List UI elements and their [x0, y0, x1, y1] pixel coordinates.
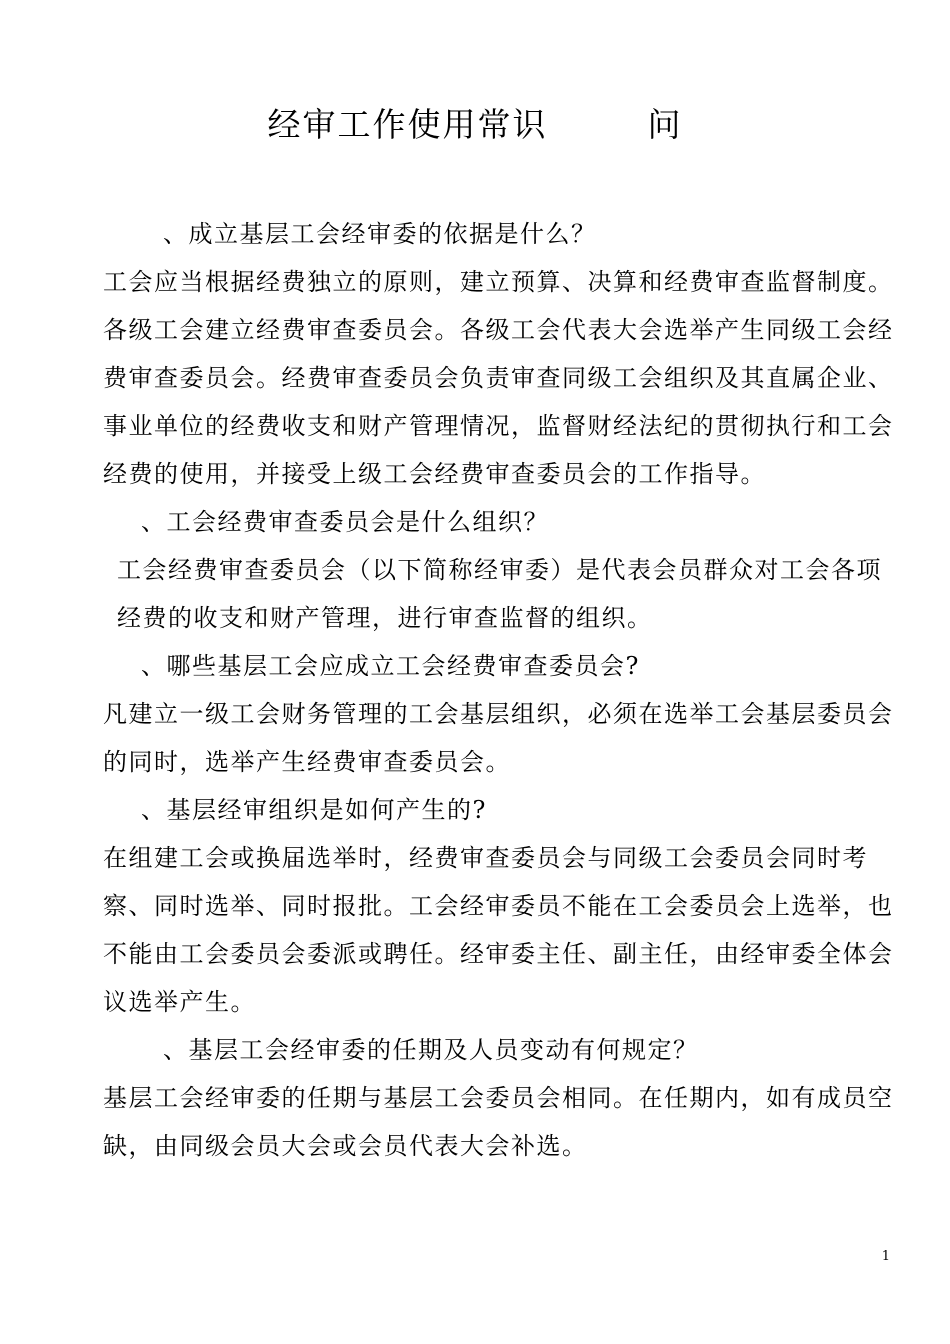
answer-4-line-1: 在组建工会或换届选举时，经费审查委员会与同级工会委员会同时考 [103, 844, 868, 872]
document-title: 经审工作使用常识 问 [267, 105, 683, 144]
question-3: 、哪些基层工会应成立工会经费审查委员会? [141, 652, 640, 680]
question-1: 、成立基层工会经审委的依据是什么？ [163, 220, 597, 248]
answer-2-line-2: 经费的收支和财产管理，进行审查监督的组织。 [117, 604, 653, 632]
answer-4-line-3: 不能由工会委员会委派或聘任。经审委主任、副主任，由经审委全体会 [103, 940, 894, 968]
answer-1-line-1: 工会应当根据经费独立的原则，建立预算、决算和经费审查监督制度。 [103, 268, 894, 296]
question-4: 、基层经审组织是如何产生的? [141, 796, 487, 824]
answer-1-line-2: 各级工会建立经费审查委员会。各级工会代表大会选举产生同级工会经 [103, 316, 894, 344]
answer-2-line-1: 工会经费审查委员会（以下简称经审委）是代表会员群众对工会各项 [117, 556, 882, 584]
answer-5-line-2: 缺，由同级会员大会或会员代表大会补选。 [103, 1132, 588, 1160]
answer-3-line-1: 凡建立一级工会财务管理的工会基层组织，必须在选举工会基层委员会 [103, 700, 894, 728]
answer-5-line-1: 基层工会经审委的任期与基层工会委员会相同。在任期内，如有成员空 [103, 1084, 894, 1112]
question-5: 、基层工会经审委的任期及人员变动有何规定？ [163, 1036, 699, 1064]
answer-1-line-4: 事业单位的经费收支和财产管理情况，监督财经法纪的贯彻执行和工会 [103, 412, 894, 440]
answer-4-line-4: 议选举产生。 [103, 988, 256, 1016]
question-2: 、工会经费审查委员会是什么组织？ [141, 508, 549, 536]
page-number: 1 [881, 1249, 890, 1264]
answer-3-line-2: 的同时，选举产生经费审查委员会。 [103, 748, 511, 776]
document-body [103, 210, 893, 1170]
answer-1-line-5: 经费的使用，并接受上级工会经费审查委员会的工作指导。 [103, 460, 766, 488]
answer-4-line-2: 察、同时选举、同时报批。工会经审委员不能在工会委员会上选举，也 [103, 892, 894, 920]
answer-1-line-3: 费审查委员会。经费审查委员会负责审查同级工会组织及其直属企业、 [103, 364, 894, 392]
